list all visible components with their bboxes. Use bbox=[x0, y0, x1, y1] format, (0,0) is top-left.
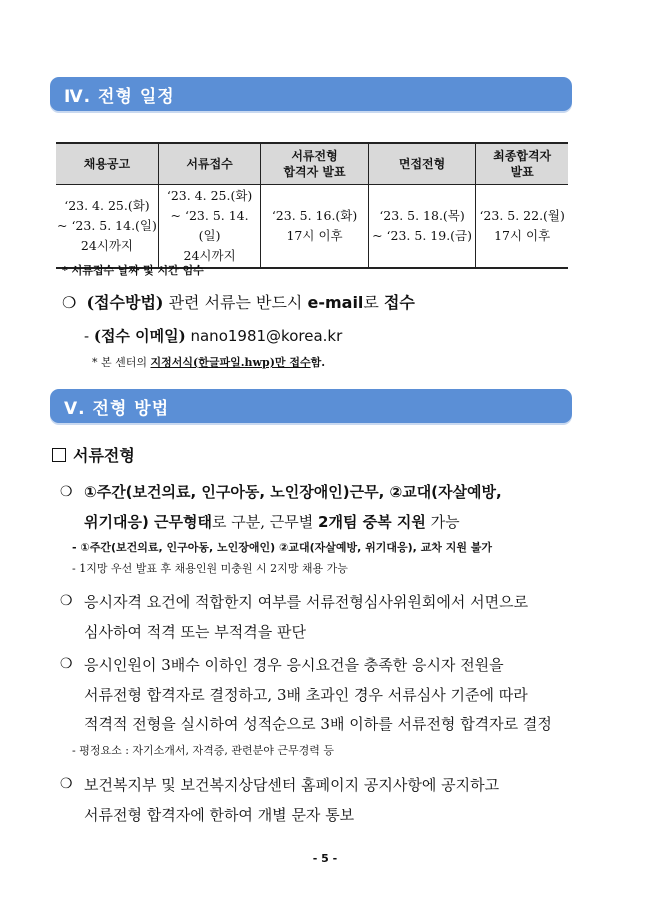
bullet-icon: ❍ bbox=[60, 593, 73, 609]
section-header-method bbox=[50, 389, 572, 423]
col-header: 채용공고 bbox=[56, 143, 158, 185]
submit-method-line: ❍ (접수방법) 관련 서류는 반드시 e-mail로 접수 bbox=[62, 293, 415, 312]
section-title: Ⅴ. 전형 방법 bbox=[64, 399, 170, 419]
bullet-icon: ❍ bbox=[62, 293, 77, 312]
bullet1-sub2: - 1지망 우선 발표 후 채용인원 미충원 시 2지망 채용 가능 bbox=[72, 562, 348, 575]
bullet2-line2: 심사하여 적격 또는 부적격을 판단 bbox=[84, 623, 306, 641]
col-header: 서류접수 bbox=[158, 143, 260, 185]
deadline-note: * 서류접수 날짜 및 시간 엄수 bbox=[62, 264, 204, 277]
section-header-schedule bbox=[50, 77, 572, 111]
table-cell: ‘23. 5. 22.(월) 17시 이후 bbox=[476, 185, 568, 269]
bullet-icon: ❍ bbox=[60, 656, 73, 672]
bullet4-line1: 보건복지부 및 보건복지상담센터 홈페이지 공지사항에 공지하고 bbox=[84, 776, 500, 794]
bullet3-line2: 서류전형 합격자로 결정하고, 3배 초과인 경우 서류심사 기준에 따라 bbox=[84, 686, 528, 704]
schedule-table bbox=[56, 142, 568, 269]
table-cell: ‘23. 5. 16.(화) 17시 이후 bbox=[261, 185, 369, 269]
checkbox-square-icon bbox=[52, 448, 66, 462]
table-header-row bbox=[56, 143, 568, 185]
bullet3-sub1: - 평정요소 : 자기소개서, 자격증, 관련분야 근무경력 등 bbox=[72, 744, 335, 757]
bullet1-line1: ①주간(보건의료, 인구아동, 노인장애인)근무, ②교대(자살예방, bbox=[84, 483, 502, 501]
table-cell: ‘23. 5. 18.(목) ~ ‘23. 5. 19.(금) bbox=[368, 185, 476, 269]
table-row bbox=[56, 185, 568, 269]
bullet2-line1: 응시자격 요건에 적합한지 여부를 서류전형심사위원회에서 서면으로 bbox=[84, 593, 529, 611]
col-header: 면접전형 bbox=[368, 143, 476, 185]
form-note: * 본 센터의 지정서식(한글파일.hwp)만 접수함. bbox=[92, 356, 326, 369]
bullet1-sub1: - ①주간(보건의료, 인구아동, 노인장애인) ②교대(자살예방, 위기대응), 교차 지원 불가 bbox=[72, 541, 493, 554]
bullet-icon: ❍ bbox=[60, 776, 73, 792]
doc-screening-heading: 서류전형 bbox=[52, 443, 135, 466]
submit-email-line: - (접수 이메일) nano1981@korea.kr bbox=[84, 327, 343, 345]
bullet1-line2: 위기대응) 근무형태로 구분, 근무별 2개팀 중복 지원 가능 bbox=[84, 513, 460, 531]
bullet-icon: ❍ bbox=[60, 484, 73, 500]
bullet4-line2: 서류전형 합격자에 한하여 개별 문자 통보 bbox=[84, 806, 355, 824]
bullet3-line3: 적격적 전형을 실시하여 성적순으로 3배 이하를 서류전형 합격자로 결정 bbox=[84, 715, 552, 733]
col-header: 최종합격자 발표 bbox=[476, 143, 568, 185]
table-cell: ‘23. 4. 25.(화) ~ ‘23. 5. 14.(일) 24시까지 bbox=[158, 185, 260, 269]
page-number: - 5 - bbox=[312, 852, 338, 865]
email-address: nano1981@korea.kr bbox=[185, 327, 343, 345]
table-cell: ‘23. 4. 25.(화) ~ ‘23. 5. 14.(일) 24시까지 bbox=[56, 185, 158, 269]
col-header: 서류전형 합격자 발표 bbox=[261, 143, 369, 185]
bullet3-line1: 응시인원이 3배수 이하인 경우 응시요건을 충족한 응시자 전원을 bbox=[84, 656, 504, 674]
section-title: Ⅳ. 전형 일정 bbox=[64, 87, 175, 107]
